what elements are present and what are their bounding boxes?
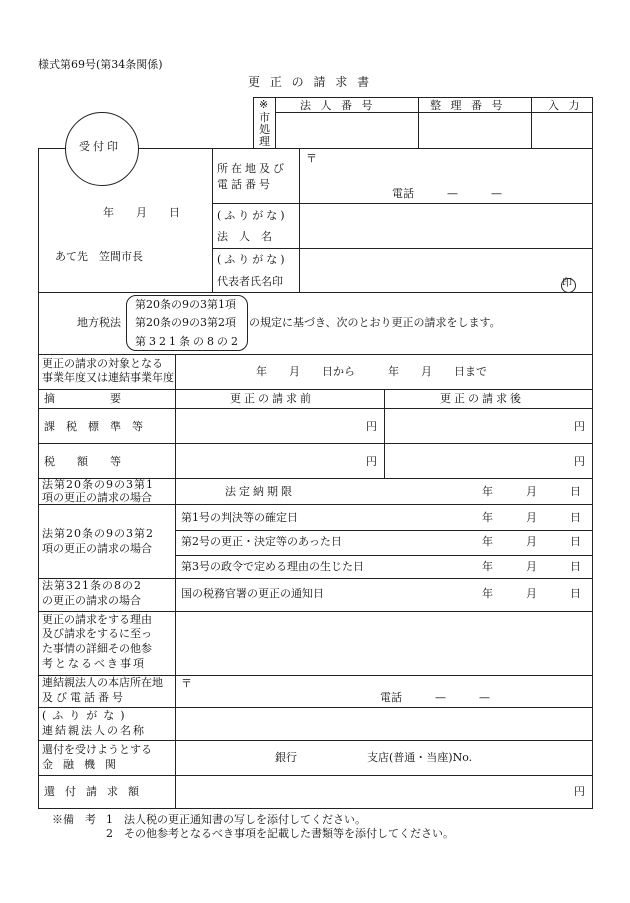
r3-label-2: 項の更正の請求の場合 bbox=[42, 491, 152, 504]
address-label: 所在地及び 電話番号 bbox=[217, 162, 287, 191]
r5-date: 年 月 日 bbox=[482, 587, 581, 600]
page-title: 更 正 の 請 求 書 bbox=[248, 75, 373, 89]
r4-date-2: 年 月 日 bbox=[482, 535, 581, 548]
r4-date-3: 年 月 日 bbox=[482, 560, 581, 573]
receipt-stamp-label: 受付印 bbox=[79, 140, 121, 153]
tax-base-label: 課 税 標 準 等 bbox=[44, 420, 143, 433]
parent-phone: 電話 — — bbox=[380, 691, 490, 704]
legal-deadline: 法定納期限 bbox=[225, 485, 295, 498]
branch-text: 支店(普通・当座)No. bbox=[367, 751, 473, 764]
law-suffix: の規定に基づき、次のとおり更正の請求をします。 bbox=[249, 316, 501, 329]
summary-header: 摘 要 bbox=[44, 392, 121, 405]
law-option-2: 第20条の9の3第2項 bbox=[135, 316, 236, 329]
parent-address-label-2: 及び電話番号 bbox=[42, 691, 126, 704]
bank-label-1: 還付を受けようとする bbox=[42, 743, 152, 756]
parent-address-label-1: 連結親法人の本店所在地 bbox=[42, 676, 163, 689]
r5-label-1: 法第321条の8の2 bbox=[42, 579, 142, 592]
parent-furigana-label: (ふりがな) bbox=[42, 709, 131, 722]
note-1: 1 法人税の更正通知書の写しを添付してください。 bbox=[106, 813, 366, 826]
note-2: 2 その他参考となるべき事項を記載した書類等を添付してください。 bbox=[106, 827, 454, 840]
r4-label-2: 項の更正の請求の場合 bbox=[42, 542, 152, 555]
r4-date-1: 年 月 日 bbox=[482, 511, 581, 524]
r3-label-1: 法第20条の9の3第1 bbox=[42, 478, 154, 491]
yen-before-2: 円 bbox=[366, 455, 377, 468]
fiscal-year-label-2: 事業年度又は連結事業年度 bbox=[42, 371, 174, 384]
receipt-date: 年 月 日 bbox=[103, 206, 180, 219]
input-header: 入 力 bbox=[548, 99, 583, 112]
bank-text: 銀行 bbox=[275, 751, 297, 764]
postal-mark: 〒 bbox=[306, 152, 317, 165]
furigana-label-2: (ふりがな) bbox=[217, 253, 288, 266]
law-option-3: 第321条の8の2 bbox=[135, 335, 241, 348]
fiscal-year-label-1: 更正の請求の対象となる bbox=[42, 357, 163, 370]
r3-date: 年 月 日 bbox=[482, 485, 581, 498]
city-use-marker: ※ bbox=[259, 98, 269, 111]
addressee: あて先 笠間市長 bbox=[55, 250, 143, 263]
before-header: 更正の請求前 bbox=[230, 392, 314, 405]
reason-line-3: た事情の詳細その他参 bbox=[42, 642, 152, 655]
yen-after-2: 円 bbox=[574, 455, 585, 468]
phone-label: 電話 — — bbox=[392, 187, 502, 200]
tax-amount-label: 税 額 等 bbox=[44, 455, 121, 468]
seal-icon: 印 bbox=[562, 278, 572, 289]
form-code: 様式第69号(第34条関係) bbox=[38, 58, 163, 71]
bank-label-2: 金融機関 bbox=[42, 758, 126, 771]
rep-name-label: 代表者氏名印 bbox=[217, 275, 283, 288]
notes-head: ※備 考 bbox=[52, 813, 96, 826]
reason-line-2: 及び請求をするに至っ bbox=[42, 627, 152, 640]
corp-name-label: 法 人 名 bbox=[217, 230, 272, 243]
ref-number-header: 整 理 番 号 bbox=[430, 99, 506, 112]
furigana-label-1: (ふりがな) bbox=[217, 209, 288, 222]
yen-before-1: 円 bbox=[366, 420, 377, 433]
r4-item-2: 第2号の更正・決定等のあった日 bbox=[181, 535, 342, 548]
r4-item-1: 第1号の判決等の確定日 bbox=[181, 511, 298, 524]
law-option-1: 第20条の9の3第1項 bbox=[135, 298, 236, 311]
r5-text: 国の税務官署の更正の通知日 bbox=[181, 587, 324, 600]
r5-label-2: の更正の請求の場合 bbox=[42, 594, 141, 607]
reason-line-4: 考となるべき事項 bbox=[42, 657, 146, 670]
r4-item-3: 第3号の政令で定める理由の生じた日 bbox=[181, 560, 364, 573]
after-header: 更正の請求後 bbox=[440, 392, 524, 405]
reason-line-1: 更正の請求をする理由 bbox=[42, 613, 152, 626]
parent-name-label: 連結親法人の名称 bbox=[42, 724, 146, 737]
yen-after-1: 円 bbox=[574, 420, 585, 433]
refund-yen: 円 bbox=[574, 785, 585, 798]
fiscal-year-range: 年 月 日から 年 月 日まで bbox=[256, 365, 487, 378]
law-prefix: 地方税法 bbox=[77, 316, 121, 329]
refund-label: 還付請求額 bbox=[44, 785, 149, 798]
city-use-label: 市処理 bbox=[259, 111, 270, 148]
r4-label-1: 法第20条の9の3第2 bbox=[42, 527, 154, 540]
parent-postal: 〒 bbox=[181, 677, 192, 690]
corp-number-header: 法 人 番 号 bbox=[300, 99, 376, 112]
